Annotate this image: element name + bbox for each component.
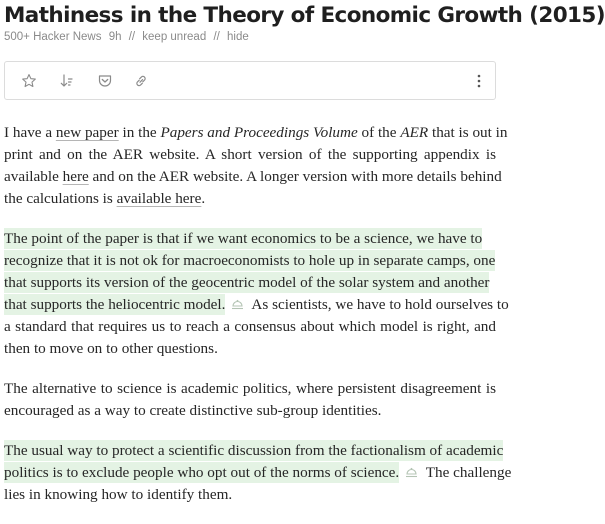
star-icon: [21, 73, 37, 89]
paragraph: [4, 122, 508, 210]
more-vertical-icon: [476, 73, 482, 89]
pocket-button[interactable]: [91, 62, 119, 99]
text-line: then to move on to other questions.: [4, 340, 218, 357]
star-button[interactable]: [15, 62, 43, 99]
paragraph: [4, 228, 509, 360]
hide-link[interactable]: hide: [227, 31, 249, 43]
highlighted-line: that supports its version of the geocentric model of the solar system and another: [4, 274, 490, 291]
meta-separator: //: [128, 31, 136, 43]
highlighted-line: The usual way to protect a scientific discussion from the factionalism of academic: [4, 442, 504, 459]
article-toolbar: [4, 61, 496, 100]
article-body: [4, 122, 512, 524]
source-label[interactable]: 500+ Hacker News: [4, 31, 102, 43]
text-line: lies in knowing how to identify them.: [4, 486, 233, 503]
highlighted-line: politics is to exclude people who opt out of the norms of science. The challenge: [4, 462, 496, 484]
article-meta: [4, 31, 253, 43]
sort-down-button[interactable]: [53, 62, 81, 99]
text-line: the calculations is available here.: [4, 190, 206, 207]
paragraph: [4, 378, 496, 422]
meta-separator: //: [213, 31, 220, 43]
highlight-annotation-icon[interactable]: [231, 296, 244, 318]
age-label: 9h: [108, 31, 122, 43]
text-line: encouraged as a way to create distinctive sub-group identities.: [4, 402, 382, 419]
text-line: available here and on the AER website. A longer version with more details behind: [4, 168, 502, 185]
text-line: a standard that requires us to reach a consensus about which model is right, and: [4, 318, 496, 335]
text-line: I have a new paper in the Papers and Proceedings Volume of the AER that is out in: [4, 124, 508, 141]
text-line: print and on the AER website. A short version of the supporting appendix is: [4, 146, 496, 163]
sort-down-icon: [59, 73, 75, 89]
highlighted-line: that supports the heliocentric model. As scientists, we have to hold ourselves to: [4, 294, 496, 316]
text-line: The alternative to science is academic politics, where persistent disagreement is: [4, 380, 496, 397]
highlighted-line: The point of the paper is that if we want economics to be a science, we have to: [4, 230, 483, 247]
highlighted-line: recognize that it is not ok for macroeconomists to hole up in separate camps, one: [4, 252, 496, 269]
available-here-link[interactable]: available here: [116, 190, 202, 207]
link-icon: [133, 73, 149, 89]
article-title: Mathiness in the Theory of Economic Growth (2015): [4, 3, 605, 28]
paragraph: [4, 440, 512, 506]
pocket-icon: [97, 73, 113, 89]
highlight-annotation-icon[interactable]: [405, 464, 418, 486]
new-paper-link[interactable]: new paper: [55, 124, 119, 141]
keep-unread-link[interactable]: keep unread: [142, 31, 207, 43]
more-button[interactable]: [465, 62, 493, 99]
link-button[interactable]: [127, 62, 155, 99]
appendix-here-link[interactable]: here: [62, 168, 89, 185]
